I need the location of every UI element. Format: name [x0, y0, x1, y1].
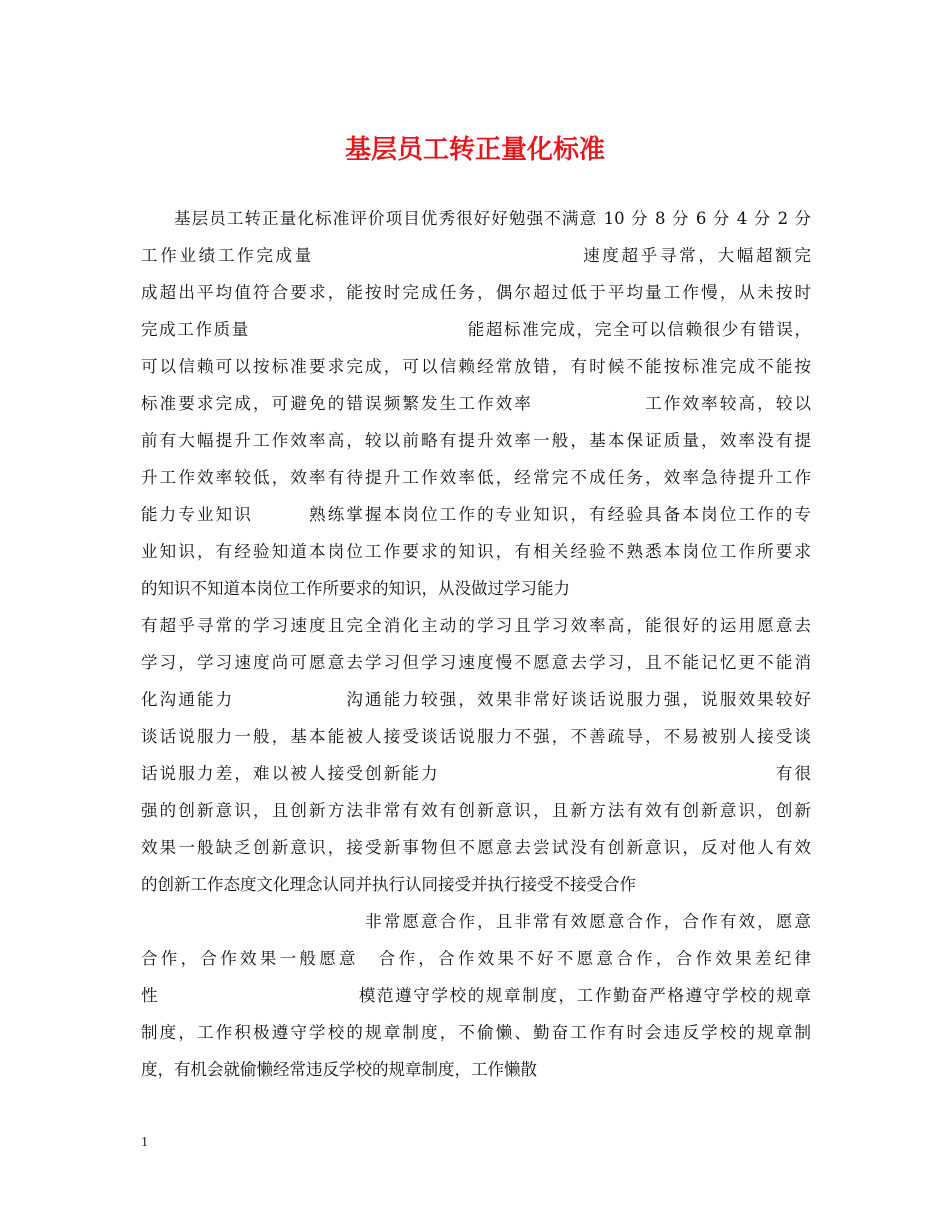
body-line-3: 成超出平均值符合要求，能按时完成任务，偶尔超过低于平均量工作慢，从未按时: [141, 283, 811, 302]
body-line-4: 完成工作质量 能超标准完成，完全可以信赖很少有错误，: [141, 320, 811, 339]
body-line-2: 工作业绩工作完成量 速度超乎寻常，大幅超额完: [141, 246, 811, 265]
body-line-18: 效果一般缺乏创新意识，接受新事物但不愿意去尝试没有创新意识，反对他人有效: [141, 838, 811, 857]
body-line-7: 前有大幅提升工作效率高，较以前略有提升效率一般，基本保证质量，效率没有提: [141, 431, 811, 450]
body-line-8: 升工作效率较低，效率有待提升工作效率低，经常完不成任务，效率急待提升工作: [141, 468, 811, 487]
page-number: 1: [141, 1135, 148, 1150]
body-line-16: 话说服力差，难以被人接受创新能力 有很: [141, 764, 811, 783]
body-line-15: 谈话说服力一般，基本能被人接受谈话说服力不强，不善疏导，不易被别人接受谈: [141, 727, 811, 746]
body-line-10: 业知识，有经验知道本岗位工作要求的知识，有相关经验不熟悉本岗位工作所要求: [141, 542, 811, 561]
body-line-24: 度，有机会就偷懒经常违反学校的规章制度，工作懒散: [141, 1060, 537, 1079]
body-line-22: 性 模范遵守学校的规章制度，工作勤奋严格遵守学校的规章: [141, 986, 811, 1005]
body-line-21: 合作，合作效果一般愿意 合作，合作效果不好不愿意合作，合作效果差纪律: [141, 949, 811, 968]
body-line-1: 基层员工转正量化标准评价项目优秀很好好勉强不满意 10 分 8 分 6 分 4 分 2 分: [174, 209, 811, 228]
body-line-19: 的创新工作态度文化理念认同并执行认同接受并执行接受不接受合作: [141, 875, 636, 894]
document-title: 基层员工转正量化标准: [344, 135, 605, 165]
body-line-9: 能力专业知识 熟练掌握本岗位工作的专业知识，有经验具备本岗位工作的专: [141, 505, 811, 524]
body-line-13: 学习，学习速度尚可愿意去学习但学习速度慢不愿意去学习，且不能记忆更不能消: [141, 653, 811, 672]
body-line-17: 强的创新意识，且创新方法非常有效有创新意识，且新方法有效有创新意识，创新: [141, 801, 811, 820]
body-line-11: 的知识不知道本岗位工作所要求的知识，从没做过学习能力: [141, 579, 570, 598]
body-line-6: 标准要求完成，可避免的错误频繁发生工作效率 工作效率较高，较以: [141, 394, 811, 413]
body-line-5: 可以信赖可以按标准要求完成，可以信赖经常放错，有时候不能按标准完成不能按: [141, 357, 811, 376]
body-line-14: 化沟通能力 沟通能力较强，效果非常好谈话说服力强，说服效果较好: [141, 690, 811, 709]
body-line-20: 非常愿意合作，且非常有效愿意合作，合作有效，愿意: [141, 912, 811, 931]
body-line-23: 制度，工作积极遵守学校的规章制度，不偷懒、勤奋工作有时会违反学校的规章制: [141, 1023, 811, 1042]
body-line-12: 有超乎寻常的学习速度且完全消化主动的学习且学习效率高，能很好的运用愿意去: [141, 616, 811, 635]
